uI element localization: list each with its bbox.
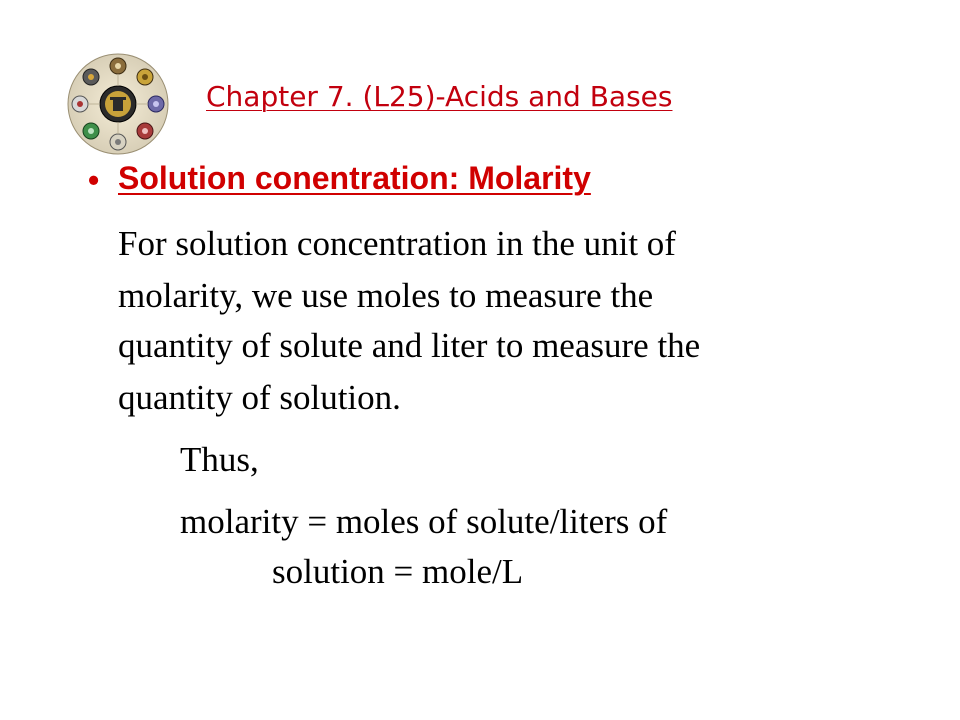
paragraph-line: molarity, we use moles to measure the [118, 276, 654, 315]
formula-line: molarity = moles of solute/liters of [180, 502, 668, 541]
paragraph-line: quantity of solute and liter to measure the [118, 326, 701, 365]
thus-label: Thus, [180, 440, 259, 479]
section-heading: Solution conentration: Molarity [118, 160, 591, 196]
bullet-marker: • [88, 162, 100, 198]
paragraph-line: quantity of solution. [118, 378, 401, 417]
formula-line: solution = mole/L [272, 552, 524, 591]
paragraph-line: For solution concentration in the unit of [118, 224, 676, 263]
chemistry-emblem-icon [66, 52, 170, 156]
chapter-title-link[interactable]: Chapter 7. (L25)-Acids and Bases [206, 80, 673, 113]
